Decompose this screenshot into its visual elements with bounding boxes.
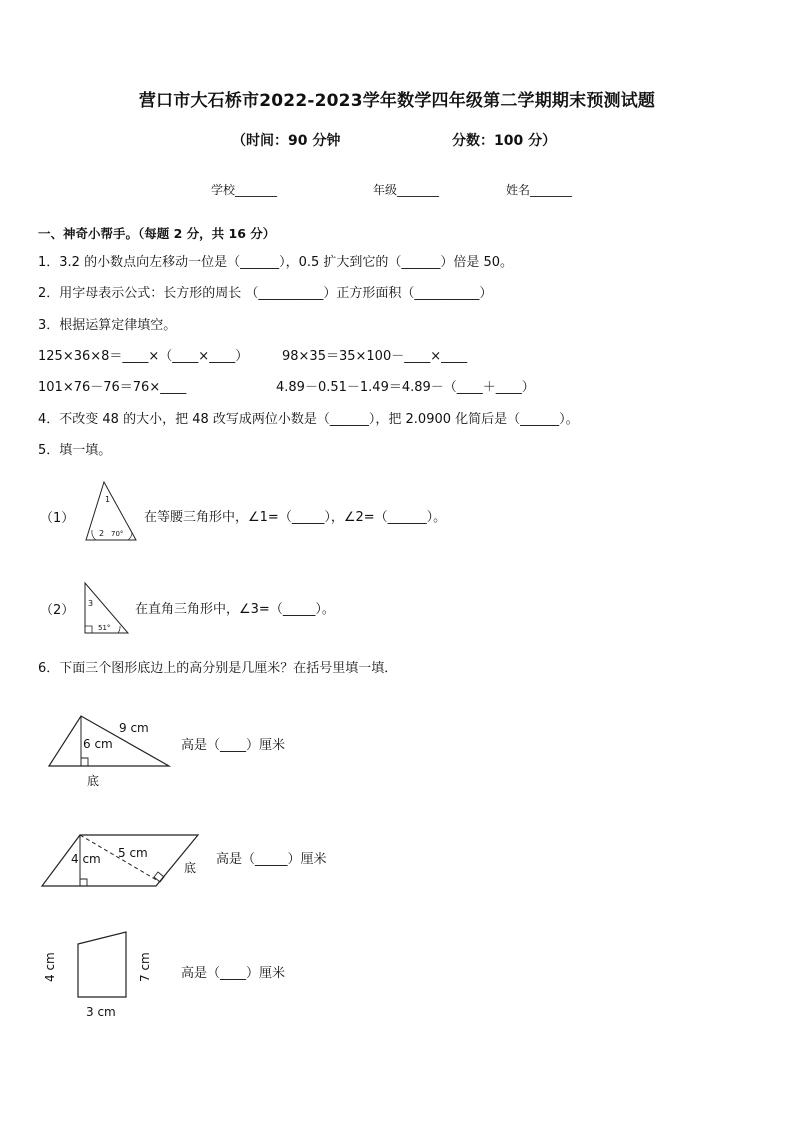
q5-part2-number: （2） bbox=[40, 603, 75, 618]
fig3-answer: 高是（____）厘米 bbox=[181, 966, 286, 981]
exam-time: （时间：90 分钟 bbox=[232, 133, 341, 149]
angle1-label: 1 bbox=[105, 495, 111, 504]
question-6: 6．下面三个图形底边上的高分别是几厘米？在括号里填一填． bbox=[38, 661, 398, 676]
question-3c: 101×76－76＝76×____ bbox=[38, 380, 187, 395]
grade-field: 年级_______ bbox=[373, 183, 440, 197]
question-3d: 4.89－0.51－1.49＝4.89－（____＋____） bbox=[276, 380, 535, 395]
fig3-left-label: 4 cm bbox=[43, 952, 57, 982]
q5-part1-text: 在等腰三角形中，∠1=（_____），∠2=（______）。 bbox=[144, 510, 447, 525]
question-1: 1．3.2 的小数点向左移动一位是（______），0.5 扩大到它的（______）倍是 50。 bbox=[38, 255, 514, 270]
exam-score: 分数：100 分） bbox=[452, 133, 557, 149]
isosceles-triangle-figure bbox=[84, 478, 140, 544]
name-field: 姓名_______ bbox=[506, 183, 573, 197]
fig1-answer: 高是（____）厘米 bbox=[181, 738, 286, 753]
question-5: 5．填一填。 bbox=[38, 443, 112, 458]
parallelogram-height-figure bbox=[38, 830, 208, 892]
fig1-height-label: 6 cm bbox=[83, 737, 113, 751]
fig3-bottom-label: 3 cm bbox=[86, 1005, 116, 1019]
fig2-answer: 高是（_____）厘米 bbox=[216, 852, 327, 867]
right-triangle-figure bbox=[82, 580, 132, 636]
school-field: 学校_______ bbox=[211, 183, 278, 197]
section-heading: 一、神奇小帮手。（每题 2 分，共 16 分） bbox=[38, 226, 276, 241]
fig1-base-label: 底 bbox=[87, 774, 100, 788]
fig2-height-label: 4 cm bbox=[71, 852, 101, 866]
page-title: 营口市大石桥市2022-2023学年数学四年级第二学期期末预测试题 bbox=[138, 91, 656, 111]
question-3a: 125×36×8＝____×（____×____） bbox=[38, 349, 249, 364]
trapezoid-height-figure bbox=[40, 928, 160, 1023]
q5-part2-text: 在直角三角形中，∠3=（_____）。 bbox=[135, 602, 335, 617]
question-2: 2．用字母表示公式：长方形的周长 （__________）正方形面积（__________） bbox=[38, 286, 493, 301]
angle70-label: 70° bbox=[111, 530, 124, 538]
fig3-right-label: 7 cm bbox=[138, 952, 152, 982]
triangle-height-figure bbox=[44, 710, 174, 790]
angle2-label: 2 bbox=[99, 529, 105, 538]
fig2-diag-label: 5 cm bbox=[118, 846, 148, 860]
angle3-label: 3 bbox=[88, 599, 94, 608]
question-3b: 98×35＝35×100－____×____ bbox=[282, 349, 468, 364]
fig1-side-label: 9 cm bbox=[119, 721, 149, 735]
angle51-label: 51° bbox=[98, 624, 111, 632]
question-3: 3．根据运算定律填空。 bbox=[38, 318, 177, 333]
q5-part1-number: （1） bbox=[40, 511, 75, 526]
fig2-base-label: 底 bbox=[184, 861, 197, 875]
question-4: 4．不改变 48 的大小，把 48 改写成两位小数是（______），把 2.0900 化简后是（______）。 bbox=[38, 412, 579, 427]
